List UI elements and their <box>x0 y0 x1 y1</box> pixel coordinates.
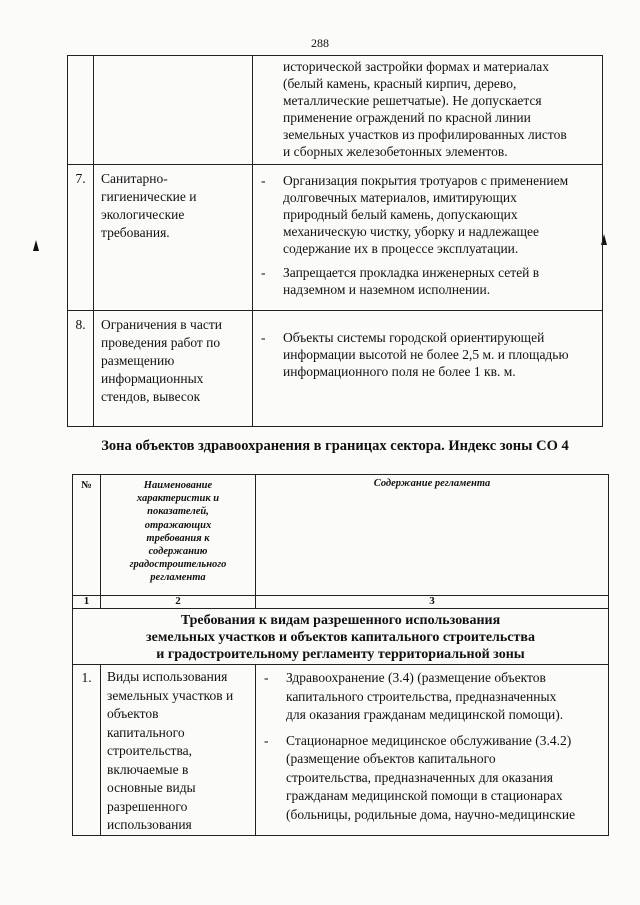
table-header-row <box>73 475 609 596</box>
table-row <box>73 665 609 836</box>
regulation-table-continued <box>67 55 603 427</box>
row-content <box>253 165 603 311</box>
table-row <box>68 56 603 165</box>
column-index: 3 <box>256 596 609 609</box>
table-row <box>68 165 603 311</box>
row-characteristic: Ограничения в части проведения работ по размещению информационных стендов, вывесок <box>94 311 253 427</box>
table-row <box>68 311 603 427</box>
row-characteristic: Виды использования земельных участков и объектов капитального строительства, включаемые в основные виды разрешенного использования <box>101 665 256 836</box>
continued-text: исторической застройки формах и материалах (белый камень, красный кирпич, дерево, металлические решетчатые). Не допускается применение ограждений по красной линии земельных участков из профилированных листов и сборных железобетонных элементов. <box>283 59 567 159</box>
zone-regulation-table <box>72 474 609 836</box>
section-header-row <box>73 609 609 665</box>
column-index: 1 <box>73 596 101 609</box>
row-content <box>256 665 609 836</box>
row-content <box>253 311 603 427</box>
continued-content-cell <box>253 56 603 165</box>
list-item: - Организация покрытия тротуаров с применением долговечных материалов, имитирующих природный белый камень, допускающих механическую чистку, уборку и надлежащее содержание их в процессе эксплуатации. <box>261 173 569 256</box>
margin-mark-left <box>33 240 39 251</box>
list-item: - Объекты системы городской ориентирующей информации высотой не более 2,5 м. и площадью информационного поля не более 1 кв. м. <box>261 330 569 379</box>
list-item: - Стационарное медицинское обслуживание (3.4.2) (размещение объектов капитального строительства, предназначенных для оказания гражданам медицинской помощи в стационарах (больницы, родильные дома, научно-медицинские <box>264 732 576 822</box>
header-content: Содержание регламента <box>256 475 609 596</box>
list-item: - Запрещается прокладка инженерных сетей в надземном и наземном исполнении. <box>261 265 540 297</box>
zone-title: Зона объектов здравоохранения в границах сектора. Индекс зоны СО 4 <box>101 438 569 454</box>
column-index-row <box>73 596 609 609</box>
row-number: 1. <box>73 665 101 836</box>
column-index: 2 <box>101 596 256 609</box>
header-number: № <box>73 475 101 596</box>
header-characteristic: Наименование характеристик и показателей, отражающих требования к содержанию градостроительного регламента <box>101 475 256 596</box>
row-number: 7. <box>68 165 94 311</box>
list-item: - Здравоохранение (3.4) (размещение объектов капитального строительства, предназначенных для оказания гражданам медицинской помощи). <box>264 670 564 722</box>
section-header: Требования к видам разрешенного использования земельных участков и объектов капитального строительства и градостроительному регламенту территориальной зоны <box>73 609 609 665</box>
page-number: 288 <box>311 36 329 50</box>
row-characteristic: Санитарно- гигиенические и экологические требования. <box>94 165 253 311</box>
row-number: 8. <box>68 311 94 427</box>
